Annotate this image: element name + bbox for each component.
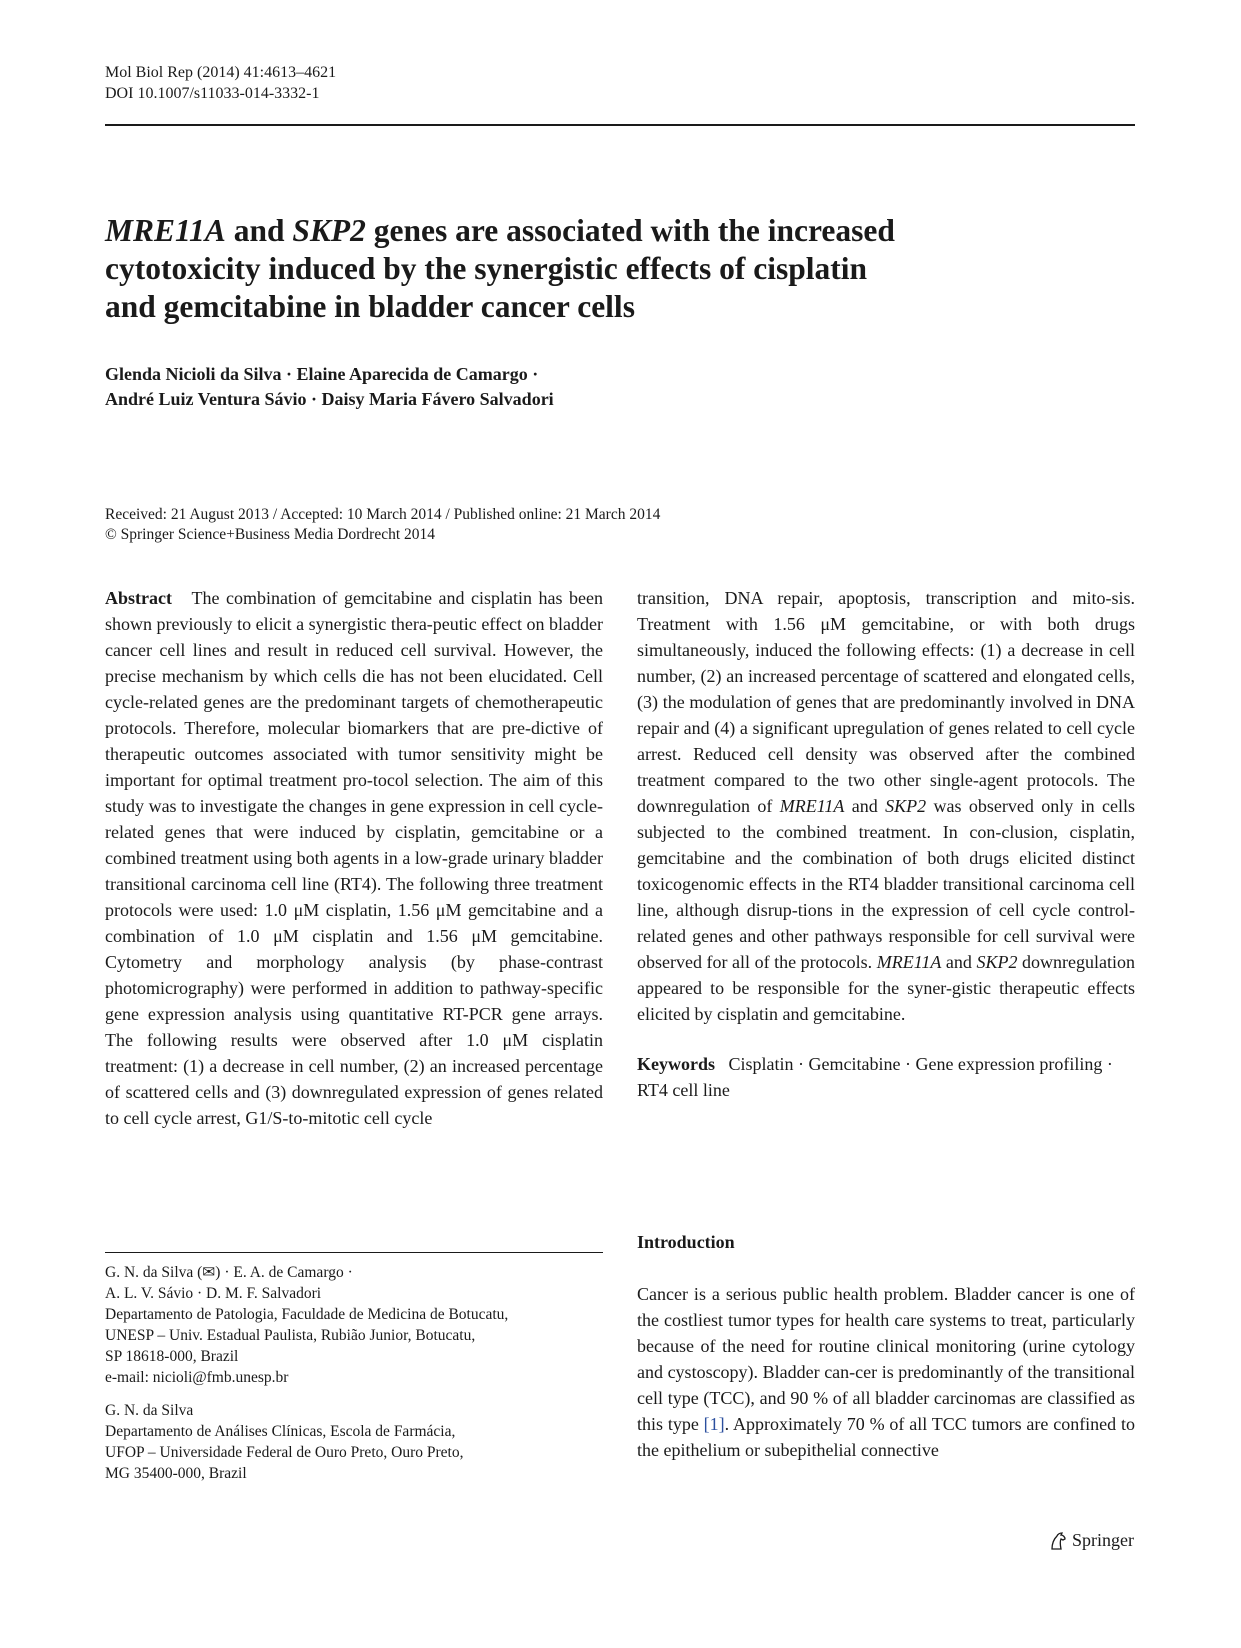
authors-line-2: André Luiz Ventura Sávio · Daisy Maria Fávero Salvadori <box>105 389 554 409</box>
abstract-gene-mre11a: MRE11A <box>779 796 845 816</box>
corresponding-email[interactable]: e-mail: nicioli@fmb.unesp.br <box>105 1369 289 1386</box>
journal-citation: Mol Biol Rep (2014) 41:4613–4621 <box>105 64 337 81</box>
title-line-1-rest: genes are associated with the increased <box>365 213 895 248</box>
author-list <box>105 362 1005 412</box>
affiliations <box>105 1262 603 1496</box>
aff2-line-1: G. N. da Silva <box>105 1402 194 1419</box>
abstract-right-column <box>637 585 1135 1103</box>
title-gene-2: SKP2 <box>292 213 366 248</box>
aff1-line-2: A. L. V. Sávio · D. M. F. Salvadori <box>105 1285 322 1302</box>
abstract-gene-skp2-2: SKP2 <box>976 952 1018 972</box>
title-gene-1: MRE11A <box>105 213 226 248</box>
aff1-line-5: SP 18618-000, Brazil <box>105 1348 239 1365</box>
aff1-line-4: UNESP – Univ. Estadual Paulista, Rubião Junior, Botucatu, <box>105 1327 476 1344</box>
abstract-gene-mre11a-2: MRE11A <box>876 952 942 972</box>
title-line-3: and gemcitabine in bladder cancer cells <box>105 289 635 324</box>
aff2-line-2: Departamento de Análises Clínicas, Escola de Farmácia, <box>105 1423 456 1440</box>
introduction-heading: Introduction <box>637 1232 735 1252</box>
publisher-logo <box>1048 1530 1134 1551</box>
abstract-and-2: and <box>941 952 977 972</box>
header-rule <box>105 124 1135 126</box>
aff1-line-1: G. N. da Silva (✉) · E. A. de Camargo · <box>105 1264 353 1281</box>
abstract-label: Abstract <box>105 588 172 608</box>
abstract-gene-skp2: SKP2 <box>885 796 927 816</box>
publisher-name: Springer <box>1072 1530 1134 1550</box>
abstract-right-a: transition, DNA repair, apoptosis, transcription and mito-sis. Treatment with 1.56 μM gemcitabine, or with both drugs simultaneously, induced the following effects: (1) a decrease in cell number, (2) an increased percentage of scattered and elongated cells, (3) the modulation of genes that are predominantly involved in DNA repair and (4) a significant upregulation of genes related to cell cycle arrest. Reduced cell density was observed after the combined treatment compared to the two other single-agent protocols. The downregulation of <box>637 588 1135 816</box>
keywords <box>637 1051 1135 1103</box>
abstract-right-c: downregulation appeared to be responsible for the syner-gistic therapeutic effects elicited by cisplatin and gemcitabine. <box>637 952 1135 1024</box>
aff2-line-3: UFOP – Universidade Federal de Ouro Preto, Ouro Preto, <box>105 1444 464 1461</box>
abstract-text-right <box>637 585 1135 1027</box>
abstract-left-column <box>105 585 603 1131</box>
title-line-2: cytotoxicity induced by the synergistic effects of cisplatin <box>105 251 868 286</box>
affiliation-1 <box>105 1262 603 1388</box>
abstract-right-b: was observed only in cells subjected to the combined treatment. In con-clusion, cisplatin, gemcitabine and the combination of both drugs elicited distinct toxicogenomic effects in the RT4 bladder transitional carcinoma cell line, although disrup-tions in the expression of cell cycle control-related genes and other pathways responsible for cell survival were observed for all of the protocols. <box>637 796 1135 972</box>
affiliation-2 <box>105 1400 603 1484</box>
aff2-line-4: MG 35400-000, Brazil <box>105 1465 247 1482</box>
aff1-line-3: Departamento de Patologia, Faculdade de Medicina de Botucatu, <box>105 1306 509 1323</box>
keywords-text: Cisplatin · Gemcitabine · Gene expression profiling · RT4 cell line <box>637 1054 1113 1100</box>
copyright: © Springer Science+Business Media Dordrecht 2014 <box>105 526 436 543</box>
reference-link[interactable]: [1] <box>703 1414 725 1434</box>
journal-header <box>105 62 336 104</box>
springer-horse-icon <box>1048 1531 1068 1551</box>
intro-text-b: . Approximately 70 % of all TCC tumors are confined to the epithelium or subepithelial connective <box>637 1414 1136 1460</box>
introduction-body <box>637 1281 1135 1463</box>
authors-line-1: Glenda Nicioli da Silva · Elaine Aparecida de Camargo · <box>105 364 539 384</box>
abstract-text-left: The combination of gemcitabine and cisplatin has been shown previously to elicit a synergistic thera-peutic effect on bladder cancer cell lines and result in reduced cell survival. However, the precise mechanism by which cells die has not been elucidated. Cell cycle-related genes are the predominant targets of chemotherapeutic protocols. Therefore, molecular biomarkers that are pre-dictive of therapeutic outcomes associated with tumor sensitivity might be important for optimal treatment pro-tocol selection. The aim of this study was to investigate the changes in gene expression in cell cycle-related genes that were induced by cisplatin, gemcitabine or a combined treatment using both agents in a low-grade urinary bladder transitional carcinoma cell line (RT4). The following three treatment protocols were used: 1.0 μM cisplatin, 1.56 μM gemcitabine and a combination of 1.0 μM cisplatin and 1.56 μM gemcitabine. Cytometry and morphology analysis (by phase-contrast photomicrography) were performed in addition to pathway-specific gene expression analysis using quantitative RT-PCR gene arrays. The following results were observed after 1.0 μM cisplatin treatment: (1) a decrease in cell number, (2) an increased percentage of scattered cells and (3) downregulated expression of genes related to cell cycle arrest, G1/S-to-mitotic cell cycle <box>105 588 604 1128</box>
footnote-rule <box>105 1252 603 1253</box>
doi: DOI 10.1007/s11033-014-3332-1 <box>105 85 320 102</box>
publication-dates <box>105 505 660 545</box>
keywords-label: Keywords <box>637 1054 715 1074</box>
article-title <box>105 212 1105 326</box>
abstract-and: and <box>844 796 886 816</box>
intro-text-a: Cancer is a serious public health problem. Bladder cancer is one of the costliest tumor types for health care systems to treat, particularly because of the need for routine clinical monitoring (urine cytology and cystoscopy). Bladder can-cer is predominantly of the transitional cell type (TCC), and 90 % of all bladder carcinomas are classified as this type <box>637 1284 1135 1434</box>
history-dates: Received: 21 August 2013 / Accepted: 10 March 2014 / Published online: 21 March 2014 <box>105 506 661 523</box>
title-and: and <box>225 213 293 248</box>
